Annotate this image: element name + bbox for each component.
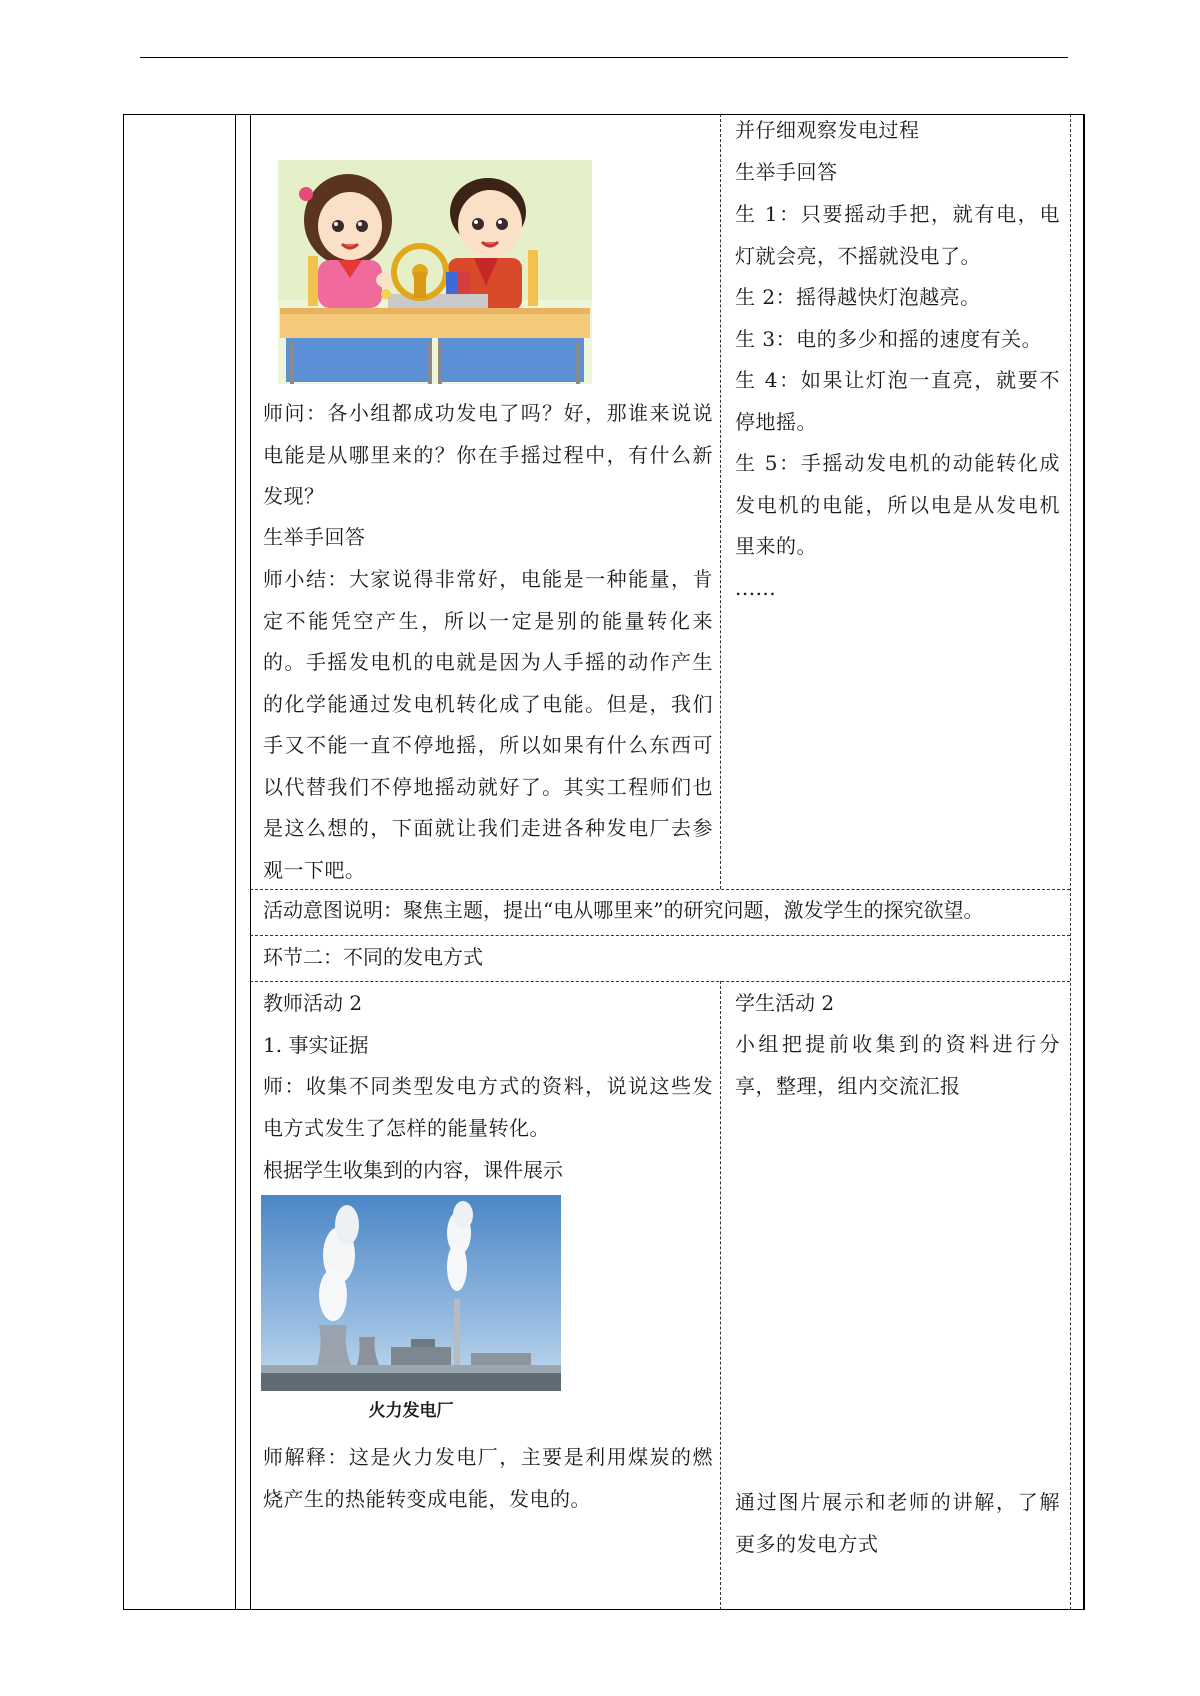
inner-divider-right	[1070, 114, 1071, 1610]
teacher-activity-heading: 教师活动 2	[263, 991, 363, 1015]
student-answer-1: 生 1：只要摇动手把，就有电，电灯就会亮，不摇就没电了。	[735, 202, 1060, 268]
section-two-title: 环节二：不同的发电方式	[263, 945, 483, 969]
thermal-power-plant-photo	[261, 1195, 561, 1391]
student-answer-3: 生 3：电的多少和摇的速度有关。	[735, 327, 1043, 351]
student-answer-2: 生 2：摇得越快灯泡越亮。	[735, 285, 981, 309]
student-raise-hand-2: 生举手回答	[735, 160, 838, 184]
photo-caption: 火力发电厂	[368, 1401, 454, 1421]
row-divider-3	[250, 981, 1070, 982]
courseware-display: 根据学生收集到的内容，课件展示	[263, 1158, 563, 1182]
inner-divider-bottom	[720, 981, 721, 1610]
inner-divider-top	[720, 114, 721, 889]
student-answer-5: 生 5：手摇动发电机的动能转化成发电机的电能，所以电是从发电机里来的。	[735, 451, 1060, 558]
student-activity-heading: 学生活动 2	[735, 991, 835, 1015]
student-learn-more: 通过图片展示和老师的讲解，了解更多的发电方式	[735, 1490, 1060, 1556]
column-divider-right	[1084, 114, 1085, 1610]
kids-generator-illustration	[278, 160, 592, 384]
ellipsis: ......	[735, 576, 777, 600]
teacher-instruction: 师：收集不同类型发电方式的资料，说说这些发电方式发生了怎样的能量转化。	[263, 1074, 713, 1140]
column-divider-1	[235, 114, 236, 1610]
row-divider-2	[250, 935, 1070, 936]
teacher-question: 师问：各小组都成功发电了吗？好，那谁来说说电能是从哪里来的？你在手摇过程中，有什么新发现？	[263, 401, 713, 508]
student-group-sharing: 小组把提前收集到的资料进行分享，整理，组内交流汇报	[735, 1032, 1060, 1098]
teacher-explanation: 师解释：这是火力发电厂，主要是利用煤炭的燃烧产生的热能转变成电能，发电的。	[263, 1445, 713, 1511]
activity-intent-note: 活动意图说明：聚焦主题，提出“电从哪里来”的研究问题，激发学生的探究欲望。	[263, 898, 984, 922]
observe-process: 并仔细观察发电过程	[735, 118, 920, 142]
student-answer-4: 生 4：如果让灯泡一直亮，就要不停地摇。	[735, 368, 1060, 434]
student-raise-hand: 生举手回答	[263, 525, 366, 549]
header-rule	[140, 57, 1068, 58]
fact-evidence-item: 1. 事实证据	[263, 1033, 369, 1057]
teacher-summary: 师小结：大家说得非常好，电能是一种能量，肯定不能凭空产生，所以一定是别的能量转化来的。手摇发电机的电就是因为人手摇的动作产生的化学能通过发电机转化成了电能。但是，我们手又不能一直不停地摇，所以如果有什么东西可以代替我们不停地摇动就好了。其实工程师们也是这么想的，下面就让我们走进各种发电厂去参观一下吧。	[263, 567, 713, 882]
column-divider-2	[250, 114, 251, 1610]
